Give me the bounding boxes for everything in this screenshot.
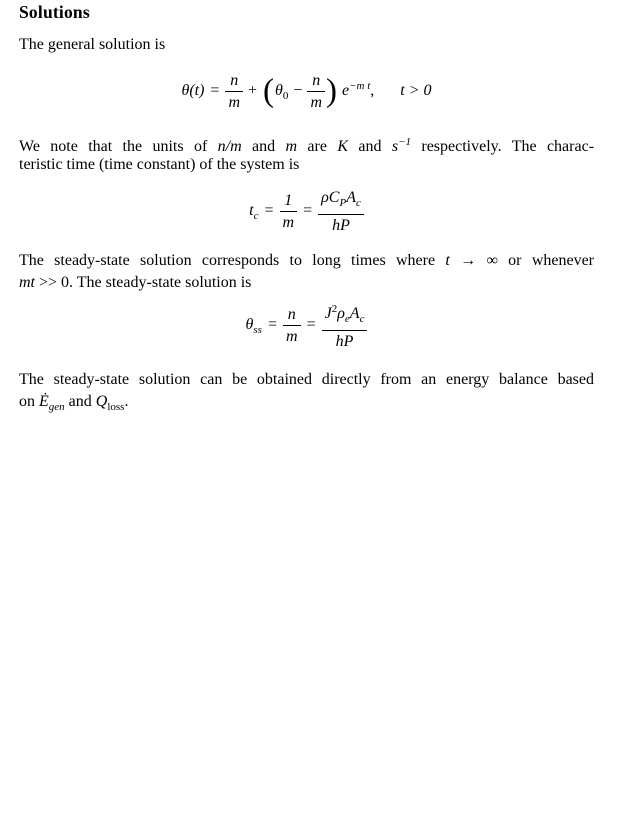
eq2-frac2-numerator	[318, 187, 364, 214]
eq1-left-paren: (	[263, 73, 275, 109]
para-steady-line2	[19, 272, 594, 293]
eq1-fraction2-n-over-m	[307, 70, 325, 113]
math-J-squared: 2	[331, 303, 338, 315]
eq2-fraction-rho-cp-ac-over-hp	[318, 187, 364, 236]
math-A: A	[349, 305, 360, 322]
eq2-fraction-1-over-m	[280, 190, 298, 233]
eq1-equals: =	[210, 82, 220, 99]
math-s-exponent: −1	[398, 136, 412, 148]
equation-steady-state	[19, 299, 594, 355]
eq3-frac2-denominator: hP	[322, 330, 368, 352]
math-E-dot: Ė	[39, 393, 49, 410]
eq2-lhs-t: t	[249, 202, 254, 219]
text-run: on	[19, 393, 39, 410]
eq3-frac2-numerator	[322, 299, 368, 330]
eq3-fraction-n-over-m	[283, 304, 301, 347]
math-rho-C: ρC	[321, 188, 340, 206]
eq1-plus-sign: +	[248, 82, 258, 99]
eq3-fraction-j2-rho-ac-over-hp	[322, 299, 368, 352]
math-mt: mt	[19, 274, 35, 291]
page-title: Solutions	[19, 2, 90, 22]
math-t: t	[445, 252, 450, 269]
eq2-frac1-denominator: m	[280, 211, 298, 233]
math-A-subscript-c: c	[359, 313, 365, 325]
eq3-frac1-denominator: m	[283, 325, 301, 347]
eq2-lhs-subscript: c	[253, 210, 259, 222]
text-run: respectively. The charac-	[411, 138, 595, 155]
eq1-frac1-denominator: m	[225, 91, 243, 113]
para-energy-line2	[19, 391, 594, 418]
math-m: m	[285, 138, 298, 155]
equation-general	[19, 61, 594, 121]
math-C-subscript-P: P	[339, 196, 347, 209]
math-s: s	[391, 138, 399, 155]
eq1-fraction-n-over-m	[225, 70, 243, 113]
text-run: We note that the units of	[19, 138, 218, 155]
eq1-minus-sign: −	[293, 82, 303, 99]
eq1-condition: t > 0	[400, 82, 432, 99]
math-rho: ρ	[337, 305, 345, 322]
equation-time-constant	[19, 186, 594, 241]
math-n-over-m: n/m	[217, 138, 242, 155]
eq1-lhs: θ(t)	[181, 82, 205, 99]
eq3-lhs-theta: θ	[245, 316, 254, 334]
eq1-right-paren: )	[326, 73, 337, 109]
text-run-period: .	[124, 393, 129, 410]
eq3-frac1-numerator: n	[287, 306, 296, 323]
math-A: A	[346, 188, 356, 206]
math-J: J	[324, 305, 332, 322]
eq3-lhs-subscript-ss: ss	[253, 324, 262, 337]
eq1-theta0-subscript: 0	[282, 90, 289, 102]
intro-text: The general solution is	[19, 36, 166, 53]
eq3-equals2: =	[306, 316, 316, 334]
eq2-frac2-denominator: hP	[318, 214, 364, 236]
text-run: and	[64, 393, 96, 410]
text-run: are	[297, 138, 338, 155]
para-energy-line1: The steady-state solution can be obtained directly from an energy balance based	[19, 371, 594, 388]
eq1-frac2-denominator: m	[307, 91, 325, 113]
eq1-comma: ,	[370, 82, 375, 99]
math-A-subscript-c: c	[355, 196, 361, 209]
math-rho-subscript-e: e	[344, 313, 350, 325]
text-run: The steady-state solution corresponds to long times where	[19, 252, 446, 269]
text-run: >> 0. The steady-state solution is	[35, 274, 252, 291]
eq1-frac1-numerator: n	[230, 71, 239, 89]
math-E-subscript-gen: gen	[48, 401, 65, 413]
eq3-equals1: =	[267, 316, 277, 334]
eq2-frac1-numerator: 1	[284, 191, 293, 209]
math-Q: Q	[95, 393, 108, 410]
text-run: and	[348, 138, 392, 155]
text-run: and	[241, 138, 286, 155]
text-run-arrow-infinity: → ∞ or whenever	[449, 252, 594, 269]
para-units-line2: teristic time (time constant) of the system is	[19, 156, 300, 173]
eq2-equals1: =	[264, 202, 274, 219]
eq1-theta0: θ	[275, 82, 283, 99]
eq1-exponential-base: e	[342, 82, 350, 99]
eq2-equals2: =	[303, 202, 313, 219]
eq1-frac2-numerator: n	[312, 71, 321, 89]
math-K: K	[337, 138, 348, 155]
para-steady-line1	[19, 250, 594, 271]
eq1-exponent: −m t	[349, 80, 371, 92]
math-Q-subscript-loss: loss	[107, 401, 125, 413]
